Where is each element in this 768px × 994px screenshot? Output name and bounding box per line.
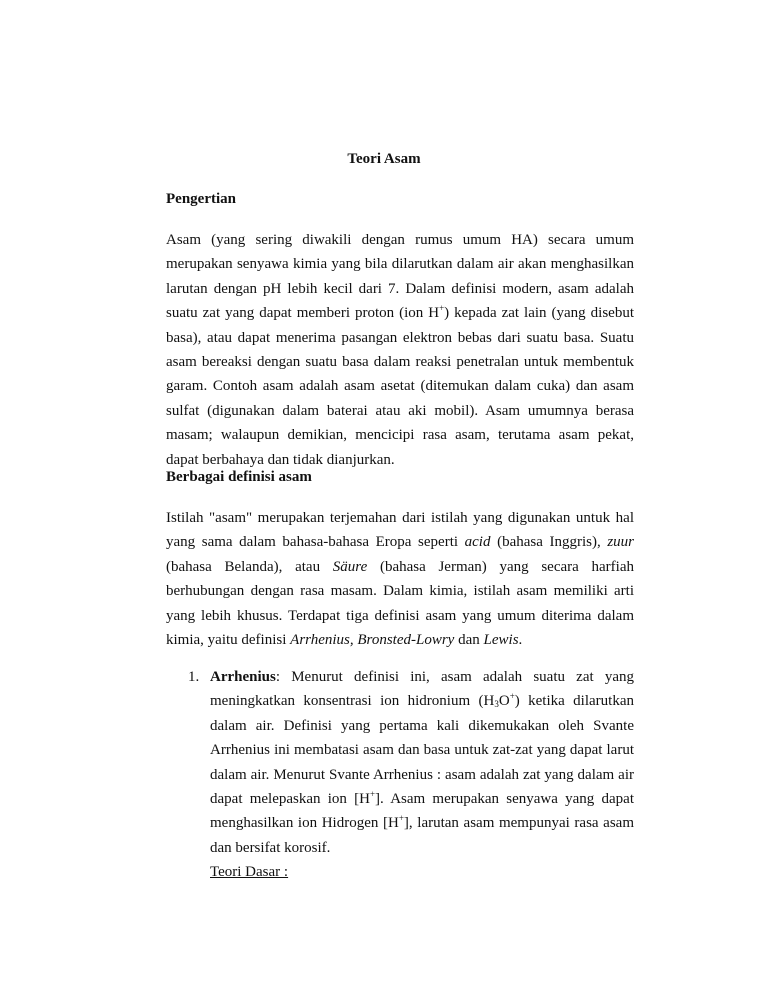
paragraph-text: (bahasa Jerman) yang secara harfiah berhubungan dengan rasa masam. Dalam kimia, istilah asam memiliki arti yang lebih khusus. Terdapat tiga definisi asam yang umum diterima dalam kimia, yaitu definisi [166, 558, 634, 649]
section-heading-pengertian: Pengertian [166, 191, 236, 207]
list-item-number: 1. [188, 669, 200, 685]
paragraph-text: ) kepada zat lain (yang disebut basa), atau dapat menerima pasangan elektron bebas dari suatu basa. Suatu asam bereaksi dengan suatu basa dalam reaksi penetralan untuk membentuk garam. Contoh asam adalah asam asetat (ditemukan dalam cuka) dan asam sulfat (digunakan dalam baterai atau aki mobil). Asam umumnya berasa masam; walaupun demikian, mencicipi rasa asam, terutama asam pekat, dapat berbahaya dan tidak dianjurkan. [166, 305, 634, 468]
paragraph-text: Istilah "asam" merupakan terjemahan dari istilah yang digunakan untuk hal yang sama dalam bahasa-bahasa Eropa seperti [166, 510, 634, 551]
term-zuur: zuur [607, 534, 634, 551]
section-heading-definisi: Berbagai definisi asam [166, 469, 312, 485]
paragraph-pengertian [166, 228, 634, 472]
paragraph-text: dan [454, 632, 484, 649]
superscript-plus: + [509, 691, 515, 702]
superscript-plus: + [369, 789, 376, 800]
superscript-plus: + [439, 303, 445, 314]
list-text: ]. Asam merupakan senyawa yang dapat menghasilkan ion Hidrogen [H [210, 791, 635, 832]
list-text: ) ketika dilarutkan dalam air. Definisi yang pertama kali dikemukakan oleh Svante Arrhenius ini membatasi asam dan basa untuk zat-zat yang dapat larut dalam air. Menurut Svante Arrhenius : asam adalah zat yang dalam air dapat melepaskan ion [H [210, 693, 634, 808]
list-item-text [210, 665, 634, 860]
document-title: Teori Asam [347, 151, 421, 167]
paragraph-text: Asam (yang sering diwakili dengan rumus umum HA) secara umum merupakan senyawa kimia yang bila dilarutkan dalam air akan menghasilkan larutan dengan pH lebih kecil dari 7. Dalam definisi modern, asam adalah suatu zat yang dapat memberi proton (ion H [166, 232, 634, 322]
term-arrhenius-bold: Arrhenius [210, 669, 276, 685]
paragraph-text: (bahasa Belanda), atau [166, 558, 333, 575]
paragraph-text: (bahasa Inggris), [490, 534, 608, 551]
term-arrhenius: Arrhenius, [290, 632, 354, 649]
sub-heading-teori-dasar: Teori Dasar : [210, 864, 289, 881]
list-text: ], larutan asam mempunyai rasa asam dan bersifat korosif. [210, 815, 634, 856]
paragraph-text: . [518, 632, 523, 649]
list-text: O [498, 693, 510, 710]
list-item-arrhenius [210, 665, 634, 885]
term-lewis: Lewis [483, 632, 519, 649]
subscript-3: 3 [494, 699, 499, 710]
paragraph-definisi [166, 506, 634, 652]
term-bronsted-lowry: Bronsted-Lowry [357, 632, 455, 649]
term-saure: Säure [332, 558, 368, 575]
term-acid: acid [464, 534, 491, 551]
superscript-plus: + [398, 813, 404, 824]
list-text: : Menurut definisi ini, asam adalah suatu zat yang meningkatkan konsentrasi ion hidronium (H [210, 669, 634, 710]
